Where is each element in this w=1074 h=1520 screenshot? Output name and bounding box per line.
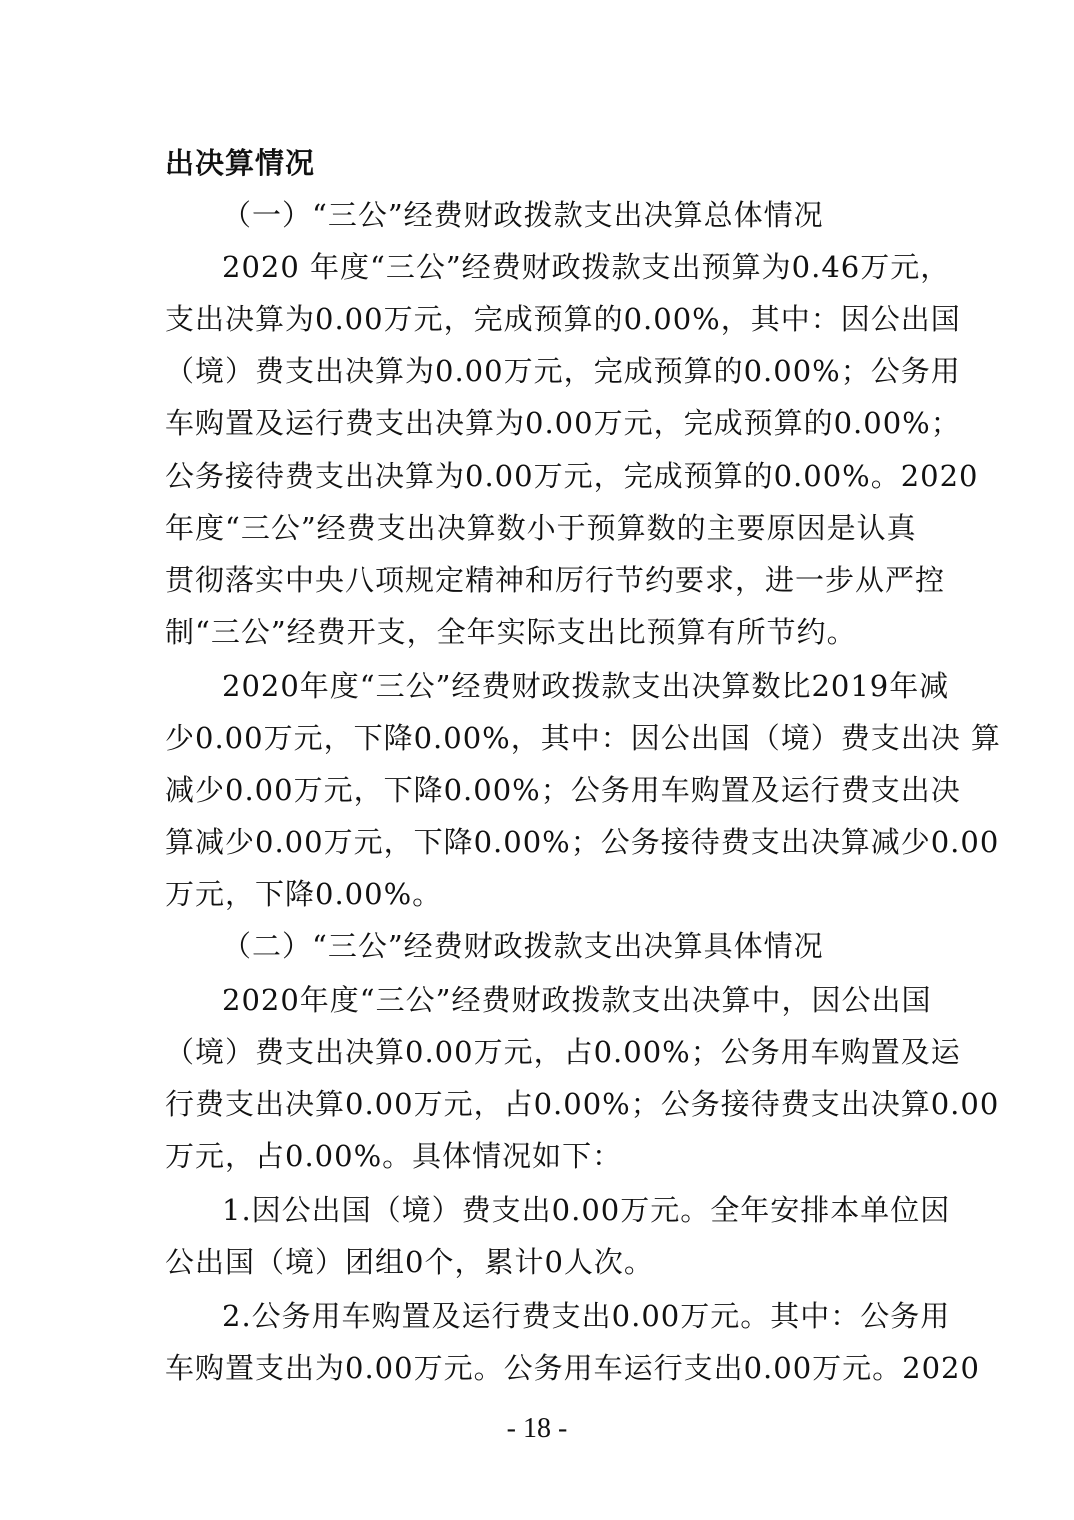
paragraph-line: 算减少0.00万元，下降0.00%；公务接待费支出决算减少0.00 — [165, 825, 1000, 859]
paragraph-line: 公出国（境）团组0个，累计0人次。 — [165, 1245, 654, 1279]
paragraph-line: 少0.00万元，下降0.00%，其中：因公出国（境）费支出决 算 — [165, 721, 1001, 755]
paragraph-line: （境）费支出决算为0.00万元，完成预算的0.00%；公务用 — [165, 354, 961, 388]
paragraph-line: 行费支出决算0.00万元，占0.00%；公务接待费支出决算0.00 — [165, 1087, 1000, 1121]
paragraph-line: 支出决算为0.00万元，完成预算的0.00%，其中：因公出国 — [165, 302, 961, 336]
paragraph-line: 减少0.00万元，下降0.00%；公务用车购置及运行费支出决 — [165, 773, 961, 807]
paragraph-line: 万元，占0.00%。具体情况如下： — [165, 1139, 623, 1173]
subheading-2: （二）“三公”经费财政拨款支出决算具体情况 — [222, 929, 824, 963]
paragraph-line: 车购置支出为0.00万元。公务用车运行支出0.00万元。2020 — [165, 1351, 980, 1385]
paragraph-line: 公务接待费支出决算为0.00万元，完成预算的0.00%。2020 — [165, 459, 979, 493]
paragraph-line: 2020年度“三公”经费财政拨款支出决算数比2019年减 — [222, 669, 950, 703]
paragraph-line: 2020年度“三公”经费财政拨款支出决算中，因公出国 — [222, 983, 932, 1017]
paragraph-line: 2.公务用车购置及运行费支出0.00万元。其中：公务用 — [222, 1299, 951, 1333]
paragraph-line: 万元，下降0.00%。 — [165, 877, 443, 911]
paragraph-line: 制“三公”经费开支，全年实际支出比预算有所节约。 — [165, 615, 857, 649]
paragraph-line: 贯彻落实中央八项规定精神和厉行节约要求，进一步从严控 — [165, 563, 946, 597]
section-heading: 出决算情况 — [165, 146, 316, 180]
paragraph-line: 年度“三公”经费支出决算数小于预算数的主要原因是认真 — [165, 511, 917, 545]
paragraph-line: 车购置及运行费支出决算为0.00万元，完成预算的0.00%； — [165, 406, 961, 440]
subheading-1: （一）“三公”经费财政拨款支出决算总体情况 — [222, 198, 824, 232]
page-number: - 18 - — [506, 1413, 568, 1444]
paragraph-line: 2020 年度“三公”经费财政拨款支出预算为0.46万元， — [222, 250, 951, 284]
paragraph-line: 1.因公出国（境）费支出0.00万元。全年安排本单位因 — [222, 1193, 951, 1227]
paragraph-line: （境）费支出决算0.00万元，占0.00%；公务用车购置及运 — [165, 1035, 961, 1069]
